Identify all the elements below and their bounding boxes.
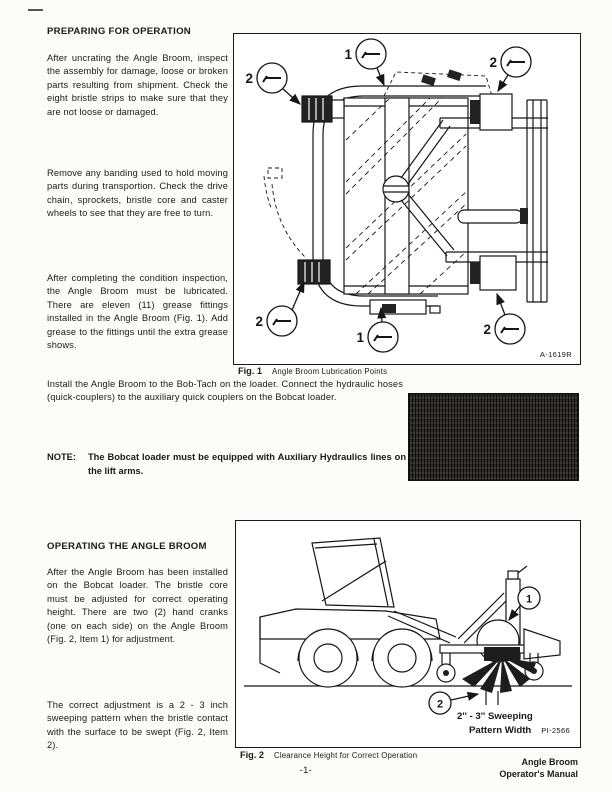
paragraph-banding: Remove any banding used to hold moving parts during transportion. Check the drive chain, sprockets, bristle core and caster wheels to see that they are free to turn.: [47, 168, 228, 219]
note-text: The Bobcat loader must be equipped with Auxiliary Hydraulics lines on the lift arms.: [88, 452, 406, 476]
broom-photo: [408, 393, 579, 481]
figure1-box: [233, 33, 581, 365]
page-number: -1-: [299, 765, 313, 775]
lubrication-callout-2-top-left: [245, 63, 300, 104]
footer-document-title: Angle Broom Operator's Manual: [499, 757, 578, 779]
angle-broom-lubrication-diagram: [234, 34, 580, 364]
lubrication-callout-2-bottom-left: [255, 282, 304, 336]
figure2-box: [235, 520, 581, 748]
figure2-caption: Fig. 2 Clearance Height for Correct Operation: [240, 750, 418, 760]
figure1-ref-code: A-1619R: [539, 350, 572, 359]
lubrication-callout-1-bottom: [356, 308, 398, 352]
svg-text:2: 2: [255, 314, 263, 329]
lubrication-callout-2-top-right: [489, 47, 531, 91]
figure2-ref-code: PI-2566: [541, 726, 570, 735]
note-label: NOTE:: [47, 452, 76, 462]
clearance-height-diagram: [236, 521, 580, 747]
svg-text:1: 1: [525, 593, 533, 606]
svg-text:2: 2: [483, 322, 491, 337]
paragraph-lubrication: After completing the condition inspection, the Angle Broom must be lubricated. There are eleven (11) grease fittings installed in the Angle Broom (Fig. 1). Add grease to the fittings until the extra grease shows.: [47, 273, 228, 351]
lubrication-callout-1-top: [344, 39, 386, 85]
broom-top-view-drawing: [264, 69, 548, 314]
angle-broom-side-view: [437, 566, 560, 705]
section-heading-preparing: PREPARING FOR OPERATION: [47, 26, 191, 37]
sweeping-pattern-annotation-line2: Pattern Width: [469, 725, 532, 736]
sweeping-pattern-annotation-line1: 2'' - 3'' Sweeping: [457, 711, 533, 722]
section-heading-operating: OPERATING THE ANGLE BROOM: [47, 541, 207, 552]
paragraph-adjustment: The correct adjustment is a 2 - 3 inch sweeping pattern when the bristle contact with the surface to be swept (Fig. 2, Item 2).: [47, 700, 228, 751]
chain-case-fittings: [421, 69, 462, 86]
svg-text:2: 2: [436, 698, 444, 711]
paragraph-hand-cranks: After the Angle Broom has been installed on the Bobcat loader. The bristle core must be adjusted for correct operating height. There are two (2) hand cranks (one on each side) on the Angle Broom (Fig. 2, Item 1) for adjustment.: [47, 567, 228, 645]
svg-text:1: 1: [344, 47, 352, 62]
registration-mark: [28, 9, 43, 11]
paragraph-install: Install the Angle Broom to the Bob-Tach on the loader. Connect the hydraulic hoses (quick-couplers) to the auxiliary quick couplers on the Bobcat loader.: [47, 379, 403, 402]
figure1-label: Fig. 1: [238, 366, 262, 376]
lubrication-callout-2-bottom-right: [483, 294, 525, 344]
figure2-label: Fig. 2: [240, 750, 264, 760]
svg-text:1: 1: [356, 330, 364, 345]
paragraph-uncrating: After uncrating the Angle Broom, inspect the assembly for damage, loose or broken parts resulting from shipment. Check the eight bristle strips to make sure that they are not loose or damaged.: [47, 53, 228, 117]
svg-text:2: 2: [245, 71, 253, 86]
figure1-caption: Fig. 1 Angle Broom Lubrication Points: [238, 366, 388, 376]
svg-text:2: 2: [489, 55, 497, 70]
